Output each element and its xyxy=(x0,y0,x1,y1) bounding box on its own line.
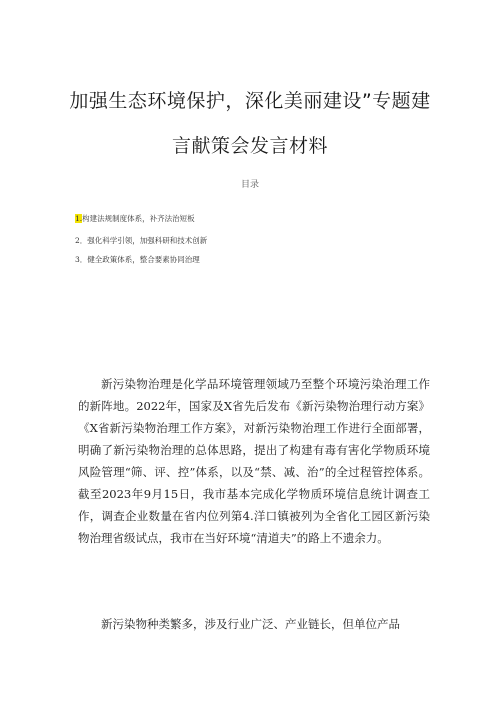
toc-heading: 目录 xyxy=(240,180,259,190)
document-title-line-2: 言献策会发言材料 xyxy=(171,135,328,157)
toc-item-text: ．健全政策体系，整合要素协同治理 xyxy=(79,255,200,264)
toc-item-3[interactable] xyxy=(75,254,200,265)
body-paragraph-1: 新污染物治理是化学品环境管理领域乃至整个环境污染治理工作的新阵地。2022年，国家及X省先后发布《新污染物治理行动方案》《X省新污染物治理工作方案》，对新污染物治理工作进行全面部署，明确了新污染物治理的总体思路，提出了构建有毒有害化学物质环境风险管理“筛、评、控”体系，以及“禁、减、治”的全过程管控体系。截至2023年9月15日，我市基本完成化学物质环境信息统计调查工作，调查企业数量在省内位列第4.洋口镇被列为全省化工园区新污染物治理省级试点，我市在当好环境“清道夫”的路上不遗余力。 xyxy=(78,377,430,545)
toc-item-number: 1. xyxy=(75,214,83,223)
toc-item-text: ．强化科学引领，加强科研和技术创新 xyxy=(79,236,208,245)
toc-item-number: 2 xyxy=(75,236,80,245)
document-title-line-1: 加强生态环境保护，深化美丽建设”专题建 xyxy=(69,90,431,112)
toc-item-1[interactable] xyxy=(75,213,195,224)
toc-item-2[interactable] xyxy=(75,235,207,246)
toc-item-text: 构建法规制度体系，补齐法治短板 xyxy=(82,214,195,223)
toc-item-number: 3 xyxy=(75,255,80,264)
body-paragraph-2: 新污染物种类繁多，涉及行业广泛、产业链长，但单位产品 xyxy=(101,617,400,631)
